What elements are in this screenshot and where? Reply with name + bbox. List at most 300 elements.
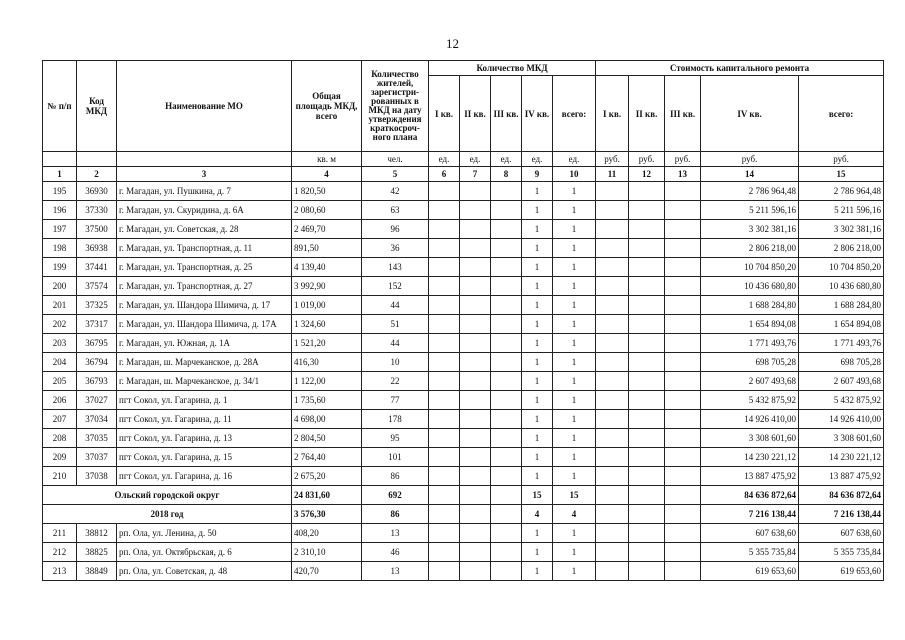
count-total: 1 (553, 429, 596, 448)
mkd-code: 37034 (77, 410, 117, 429)
count-total: 1 (553, 239, 596, 258)
count-q1 (429, 258, 460, 277)
count-total: 1 (553, 296, 596, 315)
column-number: 4 (292, 167, 362, 182)
cost-q4: 1 688 284,80 (701, 296, 799, 315)
count-q2 (460, 258, 491, 277)
count-q3 (491, 543, 522, 562)
count-total: 1 (553, 467, 596, 486)
cost-q3 (665, 372, 701, 391)
cost-q1 (596, 486, 629, 505)
cost-total: 1 654 894,08 (799, 315, 884, 334)
cost-q4: 10 704 850,20 (701, 258, 799, 277)
count-q2 (460, 353, 491, 372)
count-q1 (429, 391, 460, 410)
table-row (43, 391, 884, 410)
row-number: 208 (43, 429, 77, 448)
count-q3 (491, 391, 522, 410)
cost-q4: 14 230 221,12 (701, 448, 799, 467)
subtotal-residents: 86 (362, 505, 429, 524)
column-number: 14 (701, 167, 799, 182)
column-number: 13 (665, 167, 701, 182)
cost-total: 3 302 381,16 (799, 220, 884, 239)
count-q3-header: III кв. (491, 76, 522, 152)
count-q1 (429, 410, 460, 429)
table-row (43, 467, 884, 486)
mkd-code: 36938 (77, 239, 117, 258)
table-row (43, 562, 884, 581)
count-q4: 1 (522, 391, 553, 410)
cost-q4: 14 926 410,00 (701, 410, 799, 429)
cost-q2 (629, 486, 665, 505)
unit-cost: руб. (629, 152, 665, 167)
table-row (43, 296, 884, 315)
mkd-code: 37574 (77, 277, 117, 296)
mkd-code: 37325 (77, 296, 117, 315)
count-q3 (491, 201, 522, 220)
cost-q3 (665, 201, 701, 220)
column-number: 9 (522, 167, 553, 182)
cost-total: 5 355 735,84 (799, 543, 884, 562)
repair-plan-table (42, 60, 884, 581)
residents: 44 (362, 296, 429, 315)
count-q1 (429, 315, 460, 334)
count-q3 (491, 277, 522, 296)
cost-q2 (629, 353, 665, 372)
count-q1 (429, 182, 460, 201)
count-q2 (460, 296, 491, 315)
count-total: 1 (553, 201, 596, 220)
count-q4-header: IV кв. (522, 76, 553, 152)
subtotal-cost-total: 84 636 872,64 (799, 486, 884, 505)
cost-q1 (596, 467, 629, 486)
cost-q4: 10 436 680,80 (701, 277, 799, 296)
count-total: 1 (553, 372, 596, 391)
cost-total: 2 806 218,00 (799, 239, 884, 258)
row-number: 198 (43, 239, 77, 258)
col-num-header: № п/п (43, 61, 77, 152)
unit-residents: чел. (362, 152, 429, 167)
count-q1 (429, 543, 460, 562)
cost-q4: 3 308 601,60 (701, 429, 799, 448)
cost-q4: 2 607 493,68 (701, 372, 799, 391)
cost-q3 (665, 448, 701, 467)
count-q4: 1 (522, 543, 553, 562)
cost-q4: 5 355 735,84 (701, 543, 799, 562)
address: г. Магадан, ш. Марчеканское, д. 34/1 (117, 372, 292, 391)
cost-q4: 3 302 381,16 (701, 220, 799, 239)
cost-q2 (629, 277, 665, 296)
count-q1 (429, 296, 460, 315)
count-q4: 1 (522, 201, 553, 220)
table-row (43, 543, 884, 562)
address: г. Магадан, ул. Транспортная, д. 27 (117, 277, 292, 296)
count-q1 (429, 220, 460, 239)
cost-q2 (629, 524, 665, 543)
subtotal-label: Ольский городской округ (43, 486, 292, 505)
address: рп. Ола, ул. Советская, д. 48 (117, 562, 292, 581)
table-row (43, 372, 884, 391)
cost-q2 (629, 543, 665, 562)
mkd-code: 38849 (77, 562, 117, 581)
cost-q1 (596, 277, 629, 296)
cost-q1 (596, 239, 629, 258)
unit-count: ед. (491, 152, 522, 167)
cost-q1-header: I кв. (596, 76, 629, 152)
cost-q4: 5 432 875,92 (701, 391, 799, 410)
subtotal-residents: 692 (362, 486, 429, 505)
count-total-header: всего: (553, 76, 596, 152)
count-q3 (491, 372, 522, 391)
cost-total: 1 771 493,76 (799, 334, 884, 353)
cost-q3 (665, 543, 701, 562)
cost-q4: 1 654 894,08 (701, 315, 799, 334)
cost-q1 (596, 524, 629, 543)
address: г. Магадан, ул. Шандора Шимича, д. 17 (117, 296, 292, 315)
residents: 10 (362, 353, 429, 372)
count-total: 1 (553, 562, 596, 581)
cost-q3 (665, 505, 701, 524)
subtotal-area: 3 576,30 (292, 505, 362, 524)
cost-q2 (629, 182, 665, 201)
count-q4: 1 (522, 334, 553, 353)
cost-q4: 13 887 475,92 (701, 467, 799, 486)
count-q4: 1 (522, 353, 553, 372)
count-q3 (491, 239, 522, 258)
cost-total: 10 704 850,20 (799, 258, 884, 277)
count-q4: 1 (522, 315, 553, 334)
mkd-code: 37035 (77, 429, 117, 448)
mkd-code: 36794 (77, 353, 117, 372)
address: рп. Ола, ул. Ленина, д. 50 (117, 524, 292, 543)
row-number: 212 (43, 543, 77, 562)
col-code-header: Код МКД (77, 61, 117, 152)
cost-q3 (665, 277, 701, 296)
count-q1 (429, 524, 460, 543)
count-q3 (491, 562, 522, 581)
row-number: 196 (43, 201, 77, 220)
cost-q1 (596, 353, 629, 372)
count-q2 (460, 543, 491, 562)
residents: 95 (362, 429, 429, 448)
cost-q1 (596, 201, 629, 220)
column-number: 15 (799, 167, 884, 182)
mkd-code: 37441 (77, 258, 117, 277)
cost-q3 (665, 524, 701, 543)
count-q4: 1 (522, 467, 553, 486)
count-q1 (429, 562, 460, 581)
mkd-code: 37027 (77, 391, 117, 410)
count-total: 1 (553, 315, 596, 334)
cost-q1 (596, 334, 629, 353)
address: г. Магадан, ул. Транспортная, д. 11 (117, 239, 292, 258)
row-number: 204 (43, 353, 77, 372)
residents: 22 (362, 372, 429, 391)
count-q1 (429, 429, 460, 448)
mkd-code: 36795 (77, 334, 117, 353)
cost-q3 (665, 467, 701, 486)
cost-total: 5 211 596,16 (799, 201, 884, 220)
area: 2 310,10 (292, 543, 362, 562)
cost-q2 (629, 334, 665, 353)
cost-q3 (665, 239, 701, 258)
address: г. Магадан, ул. Советская, д. 28 (117, 220, 292, 239)
row-number: 202 (43, 315, 77, 334)
residents: 42 (362, 182, 429, 201)
cost-q3 (665, 220, 701, 239)
cost-q4: 619 653,60 (701, 562, 799, 581)
table-row (43, 201, 884, 220)
count-q3 (491, 182, 522, 201)
page-number: 12 (446, 36, 459, 51)
residents: 36 (362, 239, 429, 258)
subtotal-okrug-row (43, 486, 884, 505)
count-q2-header: II кв. (460, 76, 491, 152)
mkd-code: 37500 (77, 220, 117, 239)
cost-total-header: всего: (799, 76, 884, 152)
table-row (43, 182, 884, 201)
col-area-header: Общая площадь МКД, всего (292, 61, 362, 152)
address: г. Магадан, ш. Марчеканское, д. 28А (117, 353, 292, 372)
cost-total: 607 638,60 (799, 524, 884, 543)
count-total: 1 (553, 448, 596, 467)
count-total: 1 (553, 220, 596, 239)
count-q2 (460, 448, 491, 467)
mkd-code: 38825 (77, 543, 117, 562)
row-number: 206 (43, 391, 77, 410)
subtotal-count-q4: 15 (522, 486, 553, 505)
area: 4 698,00 (292, 410, 362, 429)
count-q2 (460, 315, 491, 334)
area: 1 122,00 (292, 372, 362, 391)
area: 420,70 (292, 562, 362, 581)
count-q1 (429, 353, 460, 372)
column-number: 3 (117, 167, 292, 182)
count-q3 (491, 486, 522, 505)
cost-q3 (665, 315, 701, 334)
column-number: 1 (43, 167, 77, 182)
residents: 51 (362, 315, 429, 334)
count-q1 (429, 505, 460, 524)
cost-q3 (665, 334, 701, 353)
col-name-header: Наименование МО (117, 61, 292, 152)
count-q2 (460, 201, 491, 220)
area: 408,20 (292, 524, 362, 543)
area: 2 804,50 (292, 429, 362, 448)
address: г. Магадан, ул. Скуридина, д. 6А (117, 201, 292, 220)
cost-q4: 607 638,60 (701, 524, 799, 543)
subtotal-cost-q4: 84 636 872,64 (701, 486, 799, 505)
cost-q2 (629, 562, 665, 581)
cost-total: 2 786 964,48 (799, 182, 884, 201)
count-q3 (491, 353, 522, 372)
table-row (43, 277, 884, 296)
count-q3 (491, 315, 522, 334)
count-q4: 1 (522, 429, 553, 448)
cost-q3 (665, 258, 701, 277)
cost-q1 (596, 448, 629, 467)
address: г. Магадан, ул. Южная, д. 1А (117, 334, 292, 353)
column-number: 7 (460, 167, 491, 182)
count-q4: 1 (522, 524, 553, 543)
cost-q1 (596, 543, 629, 562)
subtotal-count-total: 15 (553, 486, 596, 505)
address: г. Магадан, ул. Транспортная, д. 25 (117, 258, 292, 277)
subtotal-count-total: 4 (553, 505, 596, 524)
subtotal-count-q4: 4 (522, 505, 553, 524)
residents: 13 (362, 562, 429, 581)
count-q4: 1 (522, 410, 553, 429)
count-q2 (460, 429, 491, 448)
cost-total: 10 436 680,80 (799, 277, 884, 296)
area: 1 324,60 (292, 315, 362, 334)
area: 416,30 (292, 353, 362, 372)
count-total: 1 (553, 410, 596, 429)
cost-q1 (596, 315, 629, 334)
cost-q4: 2 806 218,00 (701, 239, 799, 258)
row-number: 210 (43, 467, 77, 486)
count-q2 (460, 334, 491, 353)
row-number: 199 (43, 258, 77, 277)
count-q1 (429, 448, 460, 467)
cost-q3-header: III кв. (665, 76, 701, 152)
cost-q2 (629, 296, 665, 315)
unit-area: кв. м (292, 152, 362, 167)
table-row (43, 315, 884, 334)
count-q1 (429, 239, 460, 258)
table-row (43, 410, 884, 429)
count-q4: 1 (522, 258, 553, 277)
mkd-code: 36793 (77, 372, 117, 391)
residents: 63 (362, 201, 429, 220)
cost-total: 2 607 493,68 (799, 372, 884, 391)
cost-q1 (596, 505, 629, 524)
column-number: 10 (553, 167, 596, 182)
area: 4 139,40 (292, 258, 362, 277)
cost-q2 (629, 429, 665, 448)
column-number: 11 (596, 167, 629, 182)
count-q3 (491, 410, 522, 429)
cost-q2-header: II кв. (629, 76, 665, 152)
row-number: 200 (43, 277, 77, 296)
cost-q2 (629, 505, 665, 524)
cost-q2 (629, 467, 665, 486)
repair-cost-header: Стоимость капитального ремонта (596, 61, 884, 76)
count-q1 (429, 467, 460, 486)
count-q2 (460, 239, 491, 258)
count-total: 1 (553, 543, 596, 562)
area: 1 019,00 (292, 296, 362, 315)
mkd-code: 37330 (77, 201, 117, 220)
unit-blank (43, 152, 77, 167)
cost-q1 (596, 220, 629, 239)
residents: 96 (362, 220, 429, 239)
column-number: 2 (77, 167, 117, 182)
cost-total: 14 926 410,00 (799, 410, 884, 429)
cost-q3 (665, 296, 701, 315)
count-q3 (491, 448, 522, 467)
residents: 77 (362, 391, 429, 410)
cost-q1 (596, 391, 629, 410)
cost-q3 (665, 410, 701, 429)
residents: 86 (362, 467, 429, 486)
count-total: 1 (553, 258, 596, 277)
cost-q3 (665, 353, 701, 372)
count-q4: 1 (522, 277, 553, 296)
mkd-code: 37317 (77, 315, 117, 334)
cost-total: 3 308 601,60 (799, 429, 884, 448)
column-number: 6 (429, 167, 460, 182)
row-number: 205 (43, 372, 77, 391)
count-q3 (491, 467, 522, 486)
cost-q2 (629, 220, 665, 239)
cost-q4: 5 211 596,16 (701, 201, 799, 220)
cost-q3 (665, 182, 701, 201)
area: 2 080,60 (292, 201, 362, 220)
unit-count: ед. (460, 152, 491, 167)
count-q4: 1 (522, 562, 553, 581)
cost-q2 (629, 372, 665, 391)
count-total: 1 (553, 391, 596, 410)
cost-q2 (629, 239, 665, 258)
cost-q2 (629, 201, 665, 220)
count-q1 (429, 277, 460, 296)
column-number: 8 (491, 167, 522, 182)
count-q1 (429, 372, 460, 391)
table-row (43, 429, 884, 448)
cost-total: 1 688 284,80 (799, 296, 884, 315)
unit-count: ед. (553, 152, 596, 167)
count-q4: 1 (522, 448, 553, 467)
row-number: 207 (43, 410, 77, 429)
count-q3 (491, 505, 522, 524)
count-q2 (460, 372, 491, 391)
subtotal-cost-q4: 7 216 138,44 (701, 505, 799, 524)
row-number: 195 (43, 182, 77, 201)
count-q2 (460, 467, 491, 486)
table-row (43, 448, 884, 467)
row-number: 203 (43, 334, 77, 353)
count-q3 (491, 334, 522, 353)
count-q3 (491, 296, 522, 315)
cost-q3 (665, 429, 701, 448)
cost-total: 619 653,60 (799, 562, 884, 581)
count-q3 (491, 524, 522, 543)
cost-q3 (665, 486, 701, 505)
count-q1 (429, 334, 460, 353)
residents: 178 (362, 410, 429, 429)
count-q2 (460, 524, 491, 543)
cost-total: 14 230 221,12 (799, 448, 884, 467)
table-row (43, 220, 884, 239)
cost-q4: 698 705,28 (701, 353, 799, 372)
cost-q4: 2 786 964,48 (701, 182, 799, 201)
area: 1 735,60 (292, 391, 362, 410)
table-row (43, 353, 884, 372)
row-number: 209 (43, 448, 77, 467)
cost-q2 (629, 258, 665, 277)
unit-blank (77, 152, 117, 167)
row-number: 213 (43, 562, 77, 581)
count-q4: 1 (522, 239, 553, 258)
count-q3 (491, 258, 522, 277)
unit-blank (117, 152, 292, 167)
table-row (43, 524, 884, 543)
cost-q2 (629, 410, 665, 429)
residents: 46 (362, 543, 429, 562)
count-q2 (460, 410, 491, 429)
table-row (43, 258, 884, 277)
